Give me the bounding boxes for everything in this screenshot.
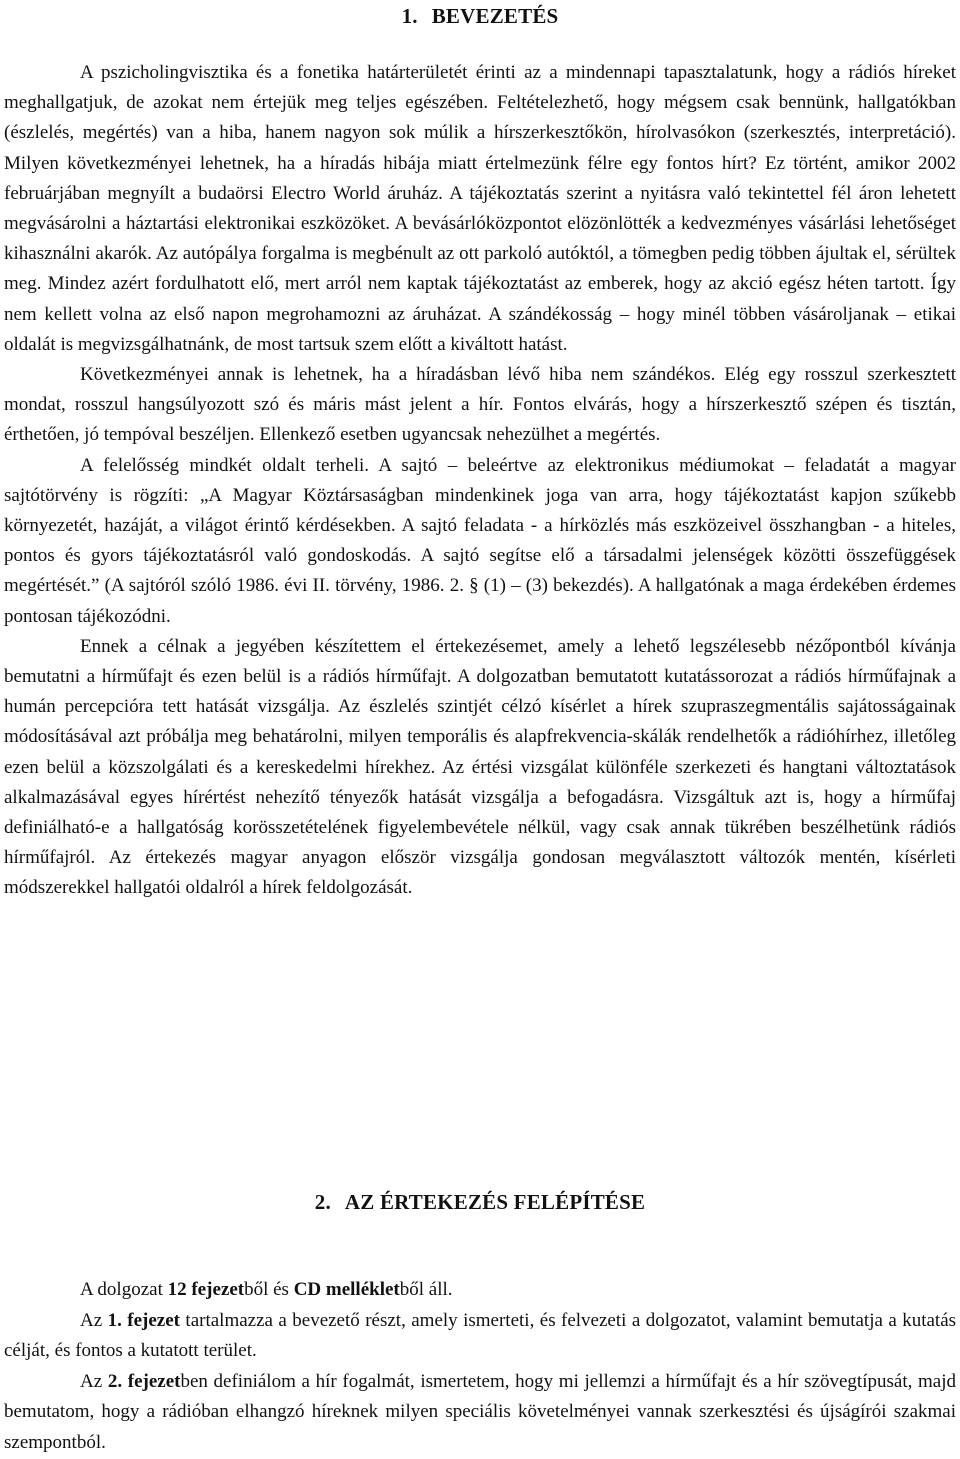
section-2-body [4, 1275, 956, 1459]
bold-run: 2. fejezet [107, 1370, 181, 1392]
text-run: A dolgozat [80, 1279, 168, 1300]
paragraph [4, 1306, 956, 1367]
section-2-heading-wrap [4, 1188, 956, 1216]
bold-run: 1. fejezet [107, 1309, 180, 1331]
section-2-heading [4, 1188, 956, 1216]
paragraph [4, 1367, 956, 1459]
paragraph: A pszicholingvisztika és a fonetika határterületét érinti az a mindennapi tapasztalatunk, hogy a rádiós híreket meghallgatjuk, de azokat nem értejük meg teljes egészében. Feltételezhető, hogy mégsem csak bennünk, hallgatókban (észlelés, megértés) van a hiba, hanem nagyon sok múlik a hírszerkesztőkön, hírolvasókon (szerkesztés, interpretáció). Milyen következményei lehetnek, ha a híradás hibája miatt értelmezünk félre egy fontos hírt? Ez történt, amikor 2002 februárjában megnyílt a budaörsi Electro World áruház. A tájékoztatás szerint a nyitásra való tekintettel fél áron lehetett megvásárolni a háztartási elektronikai eszközöket. A bevásárlóközpontot elözönlötték a kedvezményes vásárlási lehetőséget kihasználni akarók. Az autópálya forgalma is megbénult az ott parkoló autóktól, a tömegben pedig többen ájultak el, sérültek meg. Mindez azért fordulhatott elő, mert arról nem kaptak tájékoztatást az emberek, hogy az akció egész héten tartott. Így nem kellett volna az első napon megrohamozni az áruházat. A szándékosság – hogy minél többen vásároljanak – etikai oldalát is megvizsgálhatnánk, de most tartsuk szem előtt a kiváltott hatást. [4, 62, 956, 355]
paragraph: Következményei annak is lehetnek, ha a híradásban lévő hiba nem szándékos. Elég egy rosszul szerkesztett mondat, rosszul hangsúlyozott szó és máris mást jelent a hír. Fontos elvárás, hogy a hírszerkesztő szépen és tisztán, érthetően, jó tempóval beszéljen. Ellenkező esetben ugyancsak nehezülhet a megértés. [4, 364, 956, 446]
section-2-title: AZ ÉRTEKEZÉS FELÉPÍTÉSE [344, 1190, 646, 1214]
paragraph [4, 1275, 956, 1306]
bold-run: 12 fejezet [167, 1279, 245, 1300]
text-run: ből áll. [399, 1279, 453, 1300]
paragraph: Ennek a célnak a jegyében készítettem el értekezésemet, amely a lehető legszélesebb nézőpontból kívánja bemutatni a hírműfajt és ezen belül is a rádiós hírműfajt. A dolgozatban bemutatott kutatássorozat a rádiós hírműfajnak a humán percepcióra tett hatását vizsgálja. Az észlelés szintjét célzó kísérlet a hírek szupraszegmentális sajátosságainak módosításával azt próbálja meg behatárolni, milyen temporális és alapfrekvencia-skálák rendelhetők a rádióhírhez, illetőleg ezen belül a közszolgálati és a kereskedelmi hírekhez. Az értési vizsgálat különféle szerkezeti és hangtani változtatások alkalmazásával egyes hírértést nehezítő tényezők hatását vizsgálja a befogadásra. Vizsgáltuk azt is, hogy a hírműfaj definiálható-e a hallgatóság korösszetételének figyelembevétele nélkül, vagy csak annak tükrében beszélhetünk rádiós hírműfajról. Az értekezés magyar anyagon először vizsgálja gondosan megválasztott változók mentén, kísérleti módszerekkel hallgatói oldalról a hírek feldolgozását. [4, 635, 956, 899]
text-run: Az [80, 1309, 108, 1331]
text-run: ből és [244, 1279, 294, 1300]
section-1-body [4, 58, 956, 904]
section-2-number: 2. [314, 1190, 331, 1214]
text-run: tartalmazza a bevezető részt, amely ismerteti, és felvezeti a dolgozatot, valamint bemutatja a kutatás célját, és fontos a kutatott terület. [4, 1309, 957, 1362]
section-1-title: BEVEZETÉS [431, 4, 559, 28]
section-1-number: 1. [401, 4, 418, 28]
text-run: ben definiálom a hír fogalmát, ismertetem, hogy mi jellemzi a hírműfajt és a hír szövegtípusát, majd bemutatom, hogy a rádióban elhangzó híreknek milyen speciális követelményei vannak szerkesztési és újságírói szakmai szempontból. [4, 1370, 956, 1453]
paragraph: A felelősség mindkét oldalt terheli. A sajtó – beleértve az elektronikus médiumokat – feladatát a magyar sajtótörvény is rögzíti: „A Magyar Köztársaságban mindenkinek joga van arra, hogy tájékoztatást kapjon szűkebb környezetét, hazáját, a világot érintő kérdésekben. A sajtó feladata - a hírközlés más eszközeivel összhangban - a hiteles, pontos és gyors tájékoztatásról való gondoskodás. A sajtó segítse elő a társadalmi jelenségek közötti összefüggések megértését.” (A sajtóról szóló 1986. évi II. törvény, 1986. 2. § (1) – (3) bekezdés). A hallgatónak a maga érdekében érdemes pontosan tájékozódni. [4, 454, 956, 627]
text-run: Az [80, 1370, 108, 1392]
bold-run: CD melléklet [293, 1279, 400, 1300]
section-1-heading [4, 2, 956, 30]
